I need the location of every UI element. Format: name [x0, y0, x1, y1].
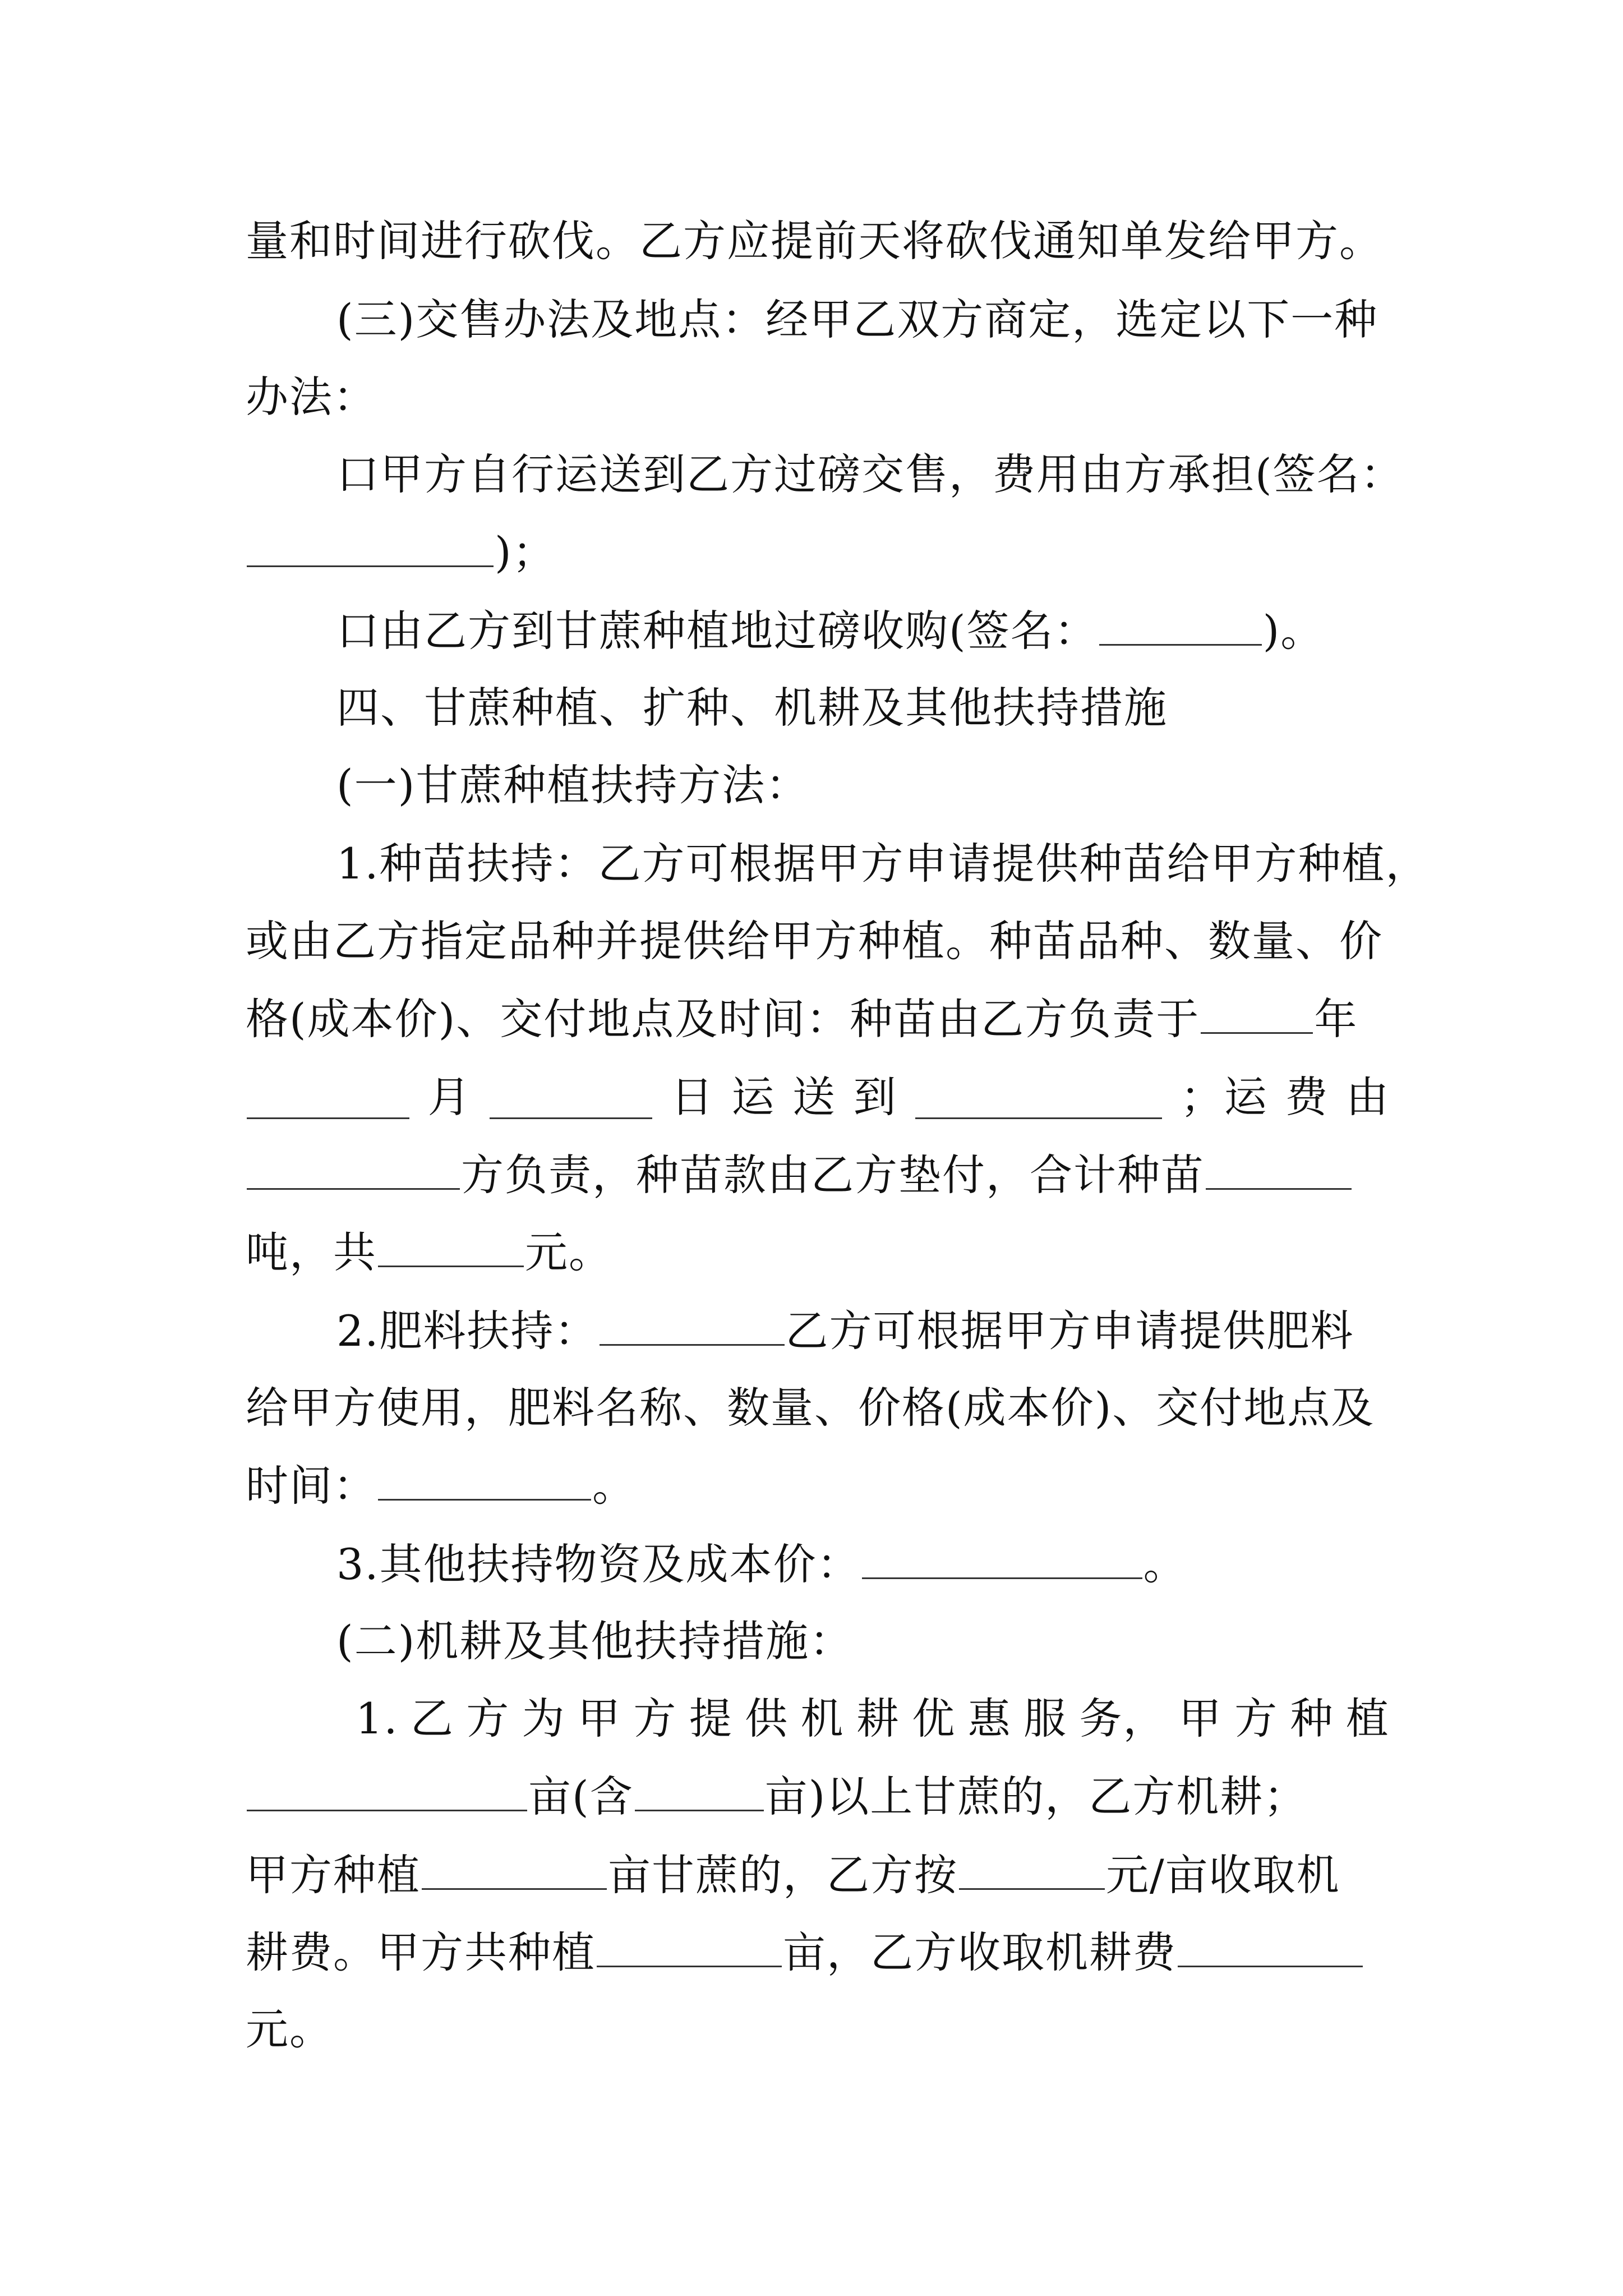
text-fragment: 口由乙方到甘蔗种植地过磅收购(签名： — [336, 606, 1098, 656]
text-fragment: 元。 — [525, 1227, 612, 1277]
text-fragment: 耕费。甲方共种植 — [246, 1927, 596, 1977]
paragraph-line: 给甲方使用，肥料名称、数量、价格(成本价)、交付地点及 — [246, 1383, 1375, 1433]
destination-blank[interactable] — [915, 1076, 1162, 1119]
day-blank[interactable] — [490, 1076, 652, 1119]
paragraph-line — [246, 1847, 1390, 1903]
paragraph-line: 1.种苗扶持：乙方可根据甲方申请提供种苗给甲方种植， — [336, 839, 1430, 889]
text-fragment: 供 — [745, 1694, 789, 1743]
paragraph-line: 或由乙方指定品种并提供给甲方种植。种苗品种、数量、价 — [246, 916, 1383, 966]
text-fragment: 3.其他扶持物资及成本价： — [336, 1539, 861, 1589]
subsection-heading: (一)甘蔗种植扶持方法： — [336, 760, 810, 810]
text-fragment: 时间： — [246, 1461, 377, 1511]
text-fragment: 惠 — [967, 1694, 1012, 1743]
month-blank[interactable] — [247, 1076, 409, 1119]
text-fragment: 亩，乙方收取机耕费 — [783, 1927, 1177, 1977]
text-fragment: 为 — [522, 1694, 566, 1743]
text-fragment: 服 — [1023, 1694, 1068, 1743]
paragraph-line — [246, 1924, 1390, 1980]
paragraph-line — [246, 991, 1390, 1047]
text-fragment: 种 — [1290, 1694, 1334, 1743]
text-fragment: 亩(含 — [528, 1772, 634, 1821]
text-fragment: 1. — [356, 1694, 399, 1743]
text-fragment: 乙方可根据甲方申请提供肥料 — [785, 1306, 1354, 1356]
paragraph-line — [246, 1457, 1390, 1513]
time-blank[interactable] — [378, 1457, 591, 1501]
text-fragment: 方 — [466, 1694, 510, 1743]
fee-blank[interactable] — [1178, 1924, 1363, 1967]
acreage-blank[interactable] — [422, 1847, 607, 1890]
text-fragment: 。 — [1143, 1539, 1187, 1589]
text-fragment: 植 — [1345, 1694, 1390, 1743]
text-fragment: 方 — [633, 1694, 677, 1743]
signature-blank[interactable] — [1099, 602, 1262, 646]
paragraph-line — [336, 602, 1390, 659]
text-fragment: 方 — [1234, 1694, 1279, 1743]
text-fragment: 格(成本价)、交付地点及时间：种苗由乙方负责于 — [246, 994, 1200, 1044]
paragraph-line: (三)交售办法及地点：经甲乙双方商定，选定以下一种 — [336, 295, 1378, 344]
section-heading: 四、甘蔗种植、扩种、机耕及其他扶持措施 — [336, 683, 1168, 733]
text-fragment: 亩)以上甘蔗的，乙方机耕； — [764, 1772, 1308, 1821]
year-blank[interactable] — [1201, 991, 1313, 1034]
text-fragment: 机 — [800, 1694, 845, 1743]
paragraph-line: 办法： — [246, 372, 377, 422]
text-fragment: 。 — [592, 1461, 636, 1511]
paragraph-line — [246, 1069, 1390, 1125]
paragraph-line: 口甲方自行运送到乙方过磅交售，费用由方承担(签名： — [336, 449, 1404, 499]
text-fragment: )； — [495, 527, 556, 577]
signature-blank[interactable] — [247, 524, 494, 567]
text-fragment: 2.肥料扶持： — [336, 1306, 598, 1356]
text-fragment: 费 — [1285, 1072, 1329, 1122]
text-fragment: 运 — [731, 1072, 776, 1122]
paragraph-line: 量和时间进行砍伐。乙方应提前天将砍伐通知单发给甲方。 — [246, 216, 1383, 266]
text-fragment: 甲方种植 — [246, 1850, 421, 1900]
text-fragment: ；运 — [1180, 1072, 1268, 1122]
paragraph-line — [246, 1768, 1390, 1824]
paragraph-line — [336, 1536, 1390, 1592]
text-fragment: 吨，共 — [246, 1227, 377, 1277]
text-fragment: )。 — [1262, 606, 1325, 656]
text-fragment: 元/亩收取机 — [1106, 1850, 1340, 1900]
paragraph-line — [246, 524, 1390, 580]
text-fragment: 日 — [670, 1072, 714, 1122]
text-fragment: 亩甘蔗的，乙方按 — [608, 1850, 958, 1900]
text-fragment: 送 — [792, 1072, 836, 1122]
paragraph-line — [246, 1224, 1390, 1280]
text-fragment: 月 — [427, 1072, 472, 1122]
subsection-heading: (二)机耕及其他扶持措施： — [336, 1616, 854, 1666]
text-fragment: 甲 — [1178, 1694, 1223, 1743]
amount-blank[interactable] — [378, 1224, 524, 1267]
paragraph-line: 元。 — [246, 2004, 333, 2054]
text-fragment: 耕 — [856, 1694, 900, 1743]
paragraph-line — [246, 1147, 1390, 1203]
text-fragment: 方负责，种苗款由乙方垫付，合计种苗 — [461, 1150, 1205, 1200]
text-fragment: 提 — [689, 1694, 733, 1743]
tonnage-blank[interactable] — [1206, 1147, 1352, 1190]
text-fragment: 甲 — [578, 1694, 622, 1743]
rate-blank[interactable] — [959, 1847, 1105, 1890]
text-fragment: 优 — [912, 1694, 956, 1743]
materials-blank[interactable] — [862, 1536, 1142, 1579]
text-fragment: 年 — [1314, 994, 1358, 1044]
text-fragment: 务， — [1079, 1694, 1167, 1743]
text-fragment: 到 — [853, 1072, 897, 1122]
text-fragment: 由 — [1345, 1072, 1390, 1122]
acreage-blank[interactable] — [597, 1924, 782, 1967]
paragraph-line — [356, 1691, 1390, 1747]
acreage-blank[interactable] — [635, 1768, 764, 1811]
party-blank[interactable] — [247, 1147, 460, 1190]
text-fragment: 乙 — [410, 1694, 454, 1743]
acreage-blank[interactable] — [247, 1768, 527, 1811]
fertilizer-blank[interactable] — [600, 1303, 785, 1346]
paragraph-line — [336, 1303, 1390, 1359]
